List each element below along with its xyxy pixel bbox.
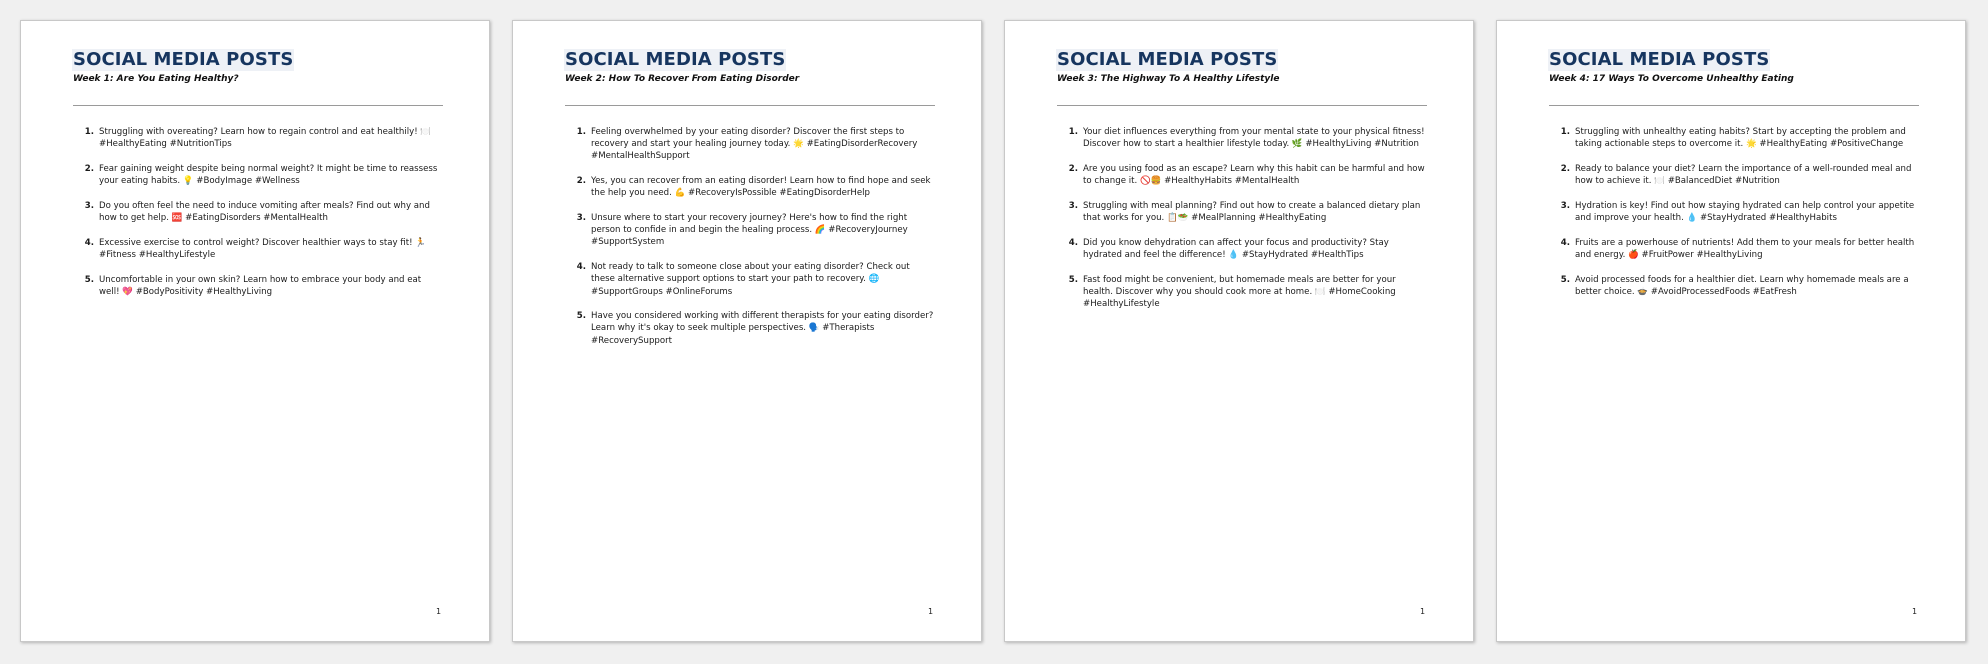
page-week-3 xyxy=(1004,20,1474,642)
list-item: 4. Did you know dehydration can affect your focus and productivity? Stay hydrated and feel the difference! 💧 #StayHydrated #HealthTips xyxy=(1081,237,1427,261)
list-item: 4. Not ready to talk to someone close about your eating disorder? Check out these alternative support options to start your path to recovery. 🌐 #SupportGroups #OnlineForums xyxy=(589,261,935,298)
page-title: SOCIAL MEDIA POSTS xyxy=(73,49,294,70)
post-list xyxy=(73,126,443,311)
page-number: 1 xyxy=(1912,607,1918,616)
page-number: 1 xyxy=(436,607,442,616)
list-item: 3. Struggling with meal planning? Find out how to create a balanced dietary plan that works for you. 📋🥗 #MealPlanning #HealthyEating xyxy=(1081,200,1427,224)
divider xyxy=(1057,105,1427,106)
list-item: 4. Fruits are a powerhouse of nutrients! Add them to your meals for better health and energy. 🍎 #FruitPower #HealthyLiving xyxy=(1573,237,1919,261)
list-item: 2. Ready to balance your diet? Learn the importance of a well-rounded meal and how to achieve it. 🍽️ #BalancedDiet #Nutrition xyxy=(1573,163,1919,187)
page-number: 1 xyxy=(928,607,934,616)
list-item: 5. Avoid processed foods for a healthier diet. Learn why homemade meals are a better choice. 🍲 #AvoidProcessedFoods #EatFresh xyxy=(1573,274,1919,298)
list-item: 2. Fear gaining weight despite being normal weight? It might be time to reassess your eating habits. 💡 #BodyImage #Wellness xyxy=(97,163,443,187)
page-number: 1 xyxy=(1420,607,1426,616)
page-subtitle: Week 1: Are You Eating Healthy? xyxy=(73,74,239,84)
post-list xyxy=(1549,126,1919,311)
page-subtitle: Week 3: The Highway To A Healthy Lifestyle xyxy=(1057,74,1280,84)
list-item: 1. Your diet influences everything from your mental state to your physical fitness! Discover how to start a healthier lifestyle today. 🌿 #HealthyLiving #Nutrition xyxy=(1081,126,1427,150)
post-list xyxy=(1057,126,1427,323)
divider xyxy=(73,105,443,106)
list-item: 3. Unsure where to start your recovery journey? Here's how to find the right person to confide in and begin the healing process. 🌈 #RecoveryJourney #SupportSystem xyxy=(589,212,935,249)
list-item: 1. Struggling with overeating? Learn how to regain control and eat healthily! 🍽️ #HealthyEating #NutritionTips xyxy=(97,126,443,150)
list-item: 3. Hydration is key! Find out how staying hydrated can help control your appetite and improve your health. 💧 #StayHydrated #HealthyHabits xyxy=(1573,200,1919,224)
post-list xyxy=(565,126,935,359)
list-item: 2. Yes, you can recover from an eating disorder! Learn how to find hope and seek the help you need. 💪 #RecoveryIsPossible #EatingDisorderHelp xyxy=(589,175,935,199)
page-title: SOCIAL MEDIA POSTS xyxy=(1549,49,1770,70)
list-item: 4. Excessive exercise to control weight? Discover healthier ways to stay fit! 🏃 #Fitness #HealthyLifestyle xyxy=(97,237,443,261)
list-item: 5. Fast food might be convenient, but homemade meals are better for your health. Discover why you should cook more at home. 🍽️ #HomeCooking #HealthyLifestyle xyxy=(1081,274,1427,311)
list-item: 5. Have you considered working with different therapists for your eating disorder? Learn why it's okay to seek multiple perspectives. 🗣️ #Therapists #RecoverySupport xyxy=(589,310,935,347)
page-title: SOCIAL MEDIA POSTS xyxy=(565,49,786,70)
list-item: 5. Uncomfortable in your own skin? Learn how to embrace your body and eat well! 💖 #BodyPositivity #HealthyLiving xyxy=(97,274,443,298)
list-item: 1. Struggling with unhealthy eating habits? Start by accepting the problem and taking actionable steps to overcome it. 🌟 #HealthyEating #PositiveChange xyxy=(1573,126,1919,150)
list-item: 3. Do you often feel the need to induce vomiting after meals? Find out why and how to get help. 🆘 #EatingDisorders #MentalHealth xyxy=(97,200,443,224)
list-item: 1. Feeling overwhelmed by your eating disorder? Discover the first steps to recovery and start your healing journey today. 🌟 #EatingDisorderRecovery #MentalHealthSupport xyxy=(589,126,935,163)
page-week-1 xyxy=(20,20,490,642)
divider xyxy=(565,105,935,106)
page-subtitle: Week 4: 17 Ways To Overcome Unhealthy Eating xyxy=(1549,74,1794,84)
list-item: 2. Are you using food as an escape? Learn why this habit can be harmful and how to change it. 🚫🍔 #HealthyHabits #MentalHealth xyxy=(1081,163,1427,187)
page-week-4 xyxy=(1496,20,1966,642)
page-week-2 xyxy=(512,20,982,642)
divider xyxy=(1549,105,1919,106)
page-title: SOCIAL MEDIA POSTS xyxy=(1057,49,1278,70)
page-subtitle: Week 2: How To Recover From Eating Disorder xyxy=(565,74,800,84)
